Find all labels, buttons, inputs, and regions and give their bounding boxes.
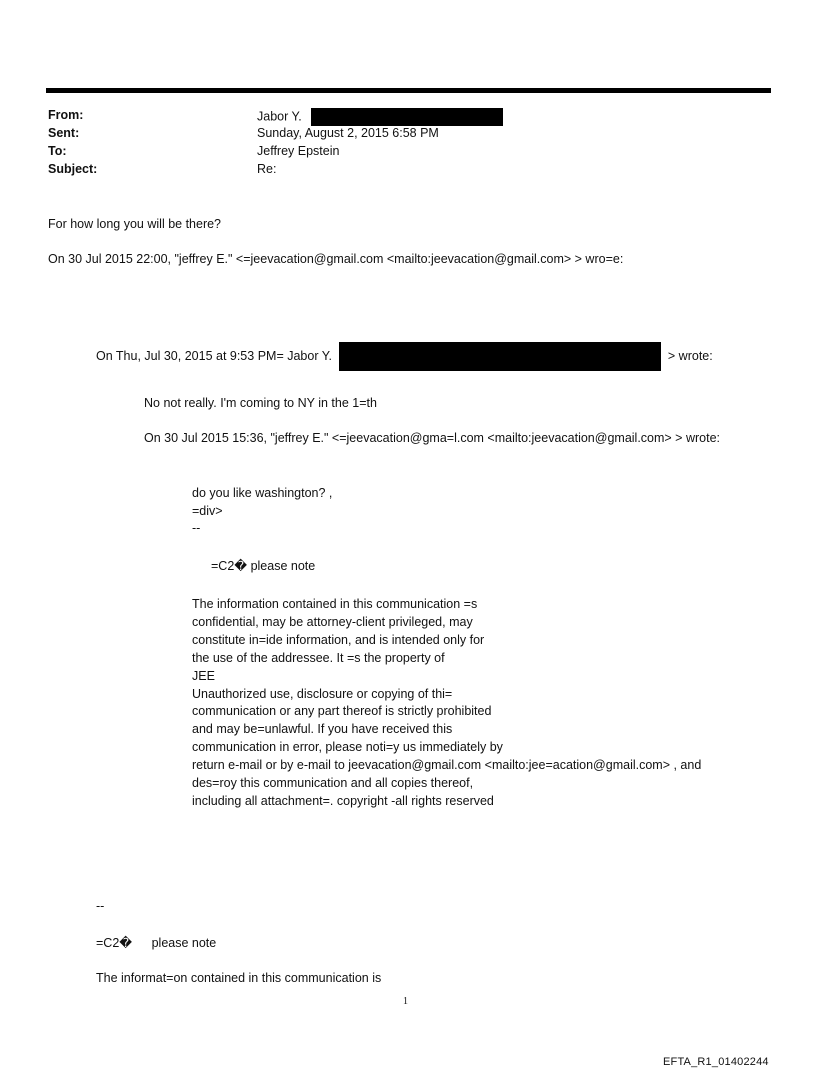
outer-note-text: please note — [151, 936, 217, 950]
quote-header-2-prefix: On Thu, Jul 30, 2015 at 9:53 PM= Jabor Y. — [96, 348, 332, 363]
disclaimer-line: return e-mail or by e-mail to jeevacation@gmail.com <mailto:jee=acation@gmail.com> , and — [192, 758, 702, 773]
subject-value: Re: — [257, 162, 277, 176]
disclaimer-block — [192, 596, 701, 811]
redaction-box — [311, 108, 503, 126]
redaction-box — [339, 342, 661, 371]
disclaimer-line: confidential, may be attorney-client privileged, may — [192, 614, 473, 629]
document-id: EFTA_R1_01402244 — [663, 1056, 769, 1068]
sent-label: Sent: — [48, 126, 80, 140]
outer-note-prefix: =C2� — [96, 936, 133, 950]
inner-line-2: =div> — [192, 504, 223, 518]
disclaimer-line: communication or any part thereof is strictly prohibited — [192, 704, 492, 719]
outer-note — [96, 935, 216, 950]
disclaimer-line: des=roy this communication and all copies thereof, — [192, 776, 474, 791]
inner-line-3: -- — [192, 521, 201, 535]
to-value: Jeffrey Epstein — [257, 144, 340, 158]
sent-value: Sunday, August 2, 2015 6:58 PM — [257, 126, 439, 140]
disclaimer-line: the use of the addressee. It =s the property of — [192, 650, 445, 665]
disclaimer-line: Unauthorized use, disclosure or copying of thi= — [192, 686, 453, 701]
from-name: Jabor Y. — [257, 109, 302, 124]
subject-label: Subject: — [48, 162, 98, 176]
from-label: From: — [48, 108, 84, 122]
quote-header-1: On 30 Jul 2015 22:00, "jeffrey E." <=jeevacation@gmail.com <mailto:jeevacation@gmail.com> > wro=e: — [48, 252, 624, 266]
inner-line-1: do you like washington? , — [192, 486, 333, 500]
quote-header-3: On 30 Jul 2015 15:36, "jeffrey E." <=jeevacation@gma=l.com <mailto:jeevacation@gmail.com> > wrote: — [144, 431, 720, 445]
reply-line-2: No not really. I'm coming to NY in the 1=th — [144, 396, 377, 410]
outer-dash: -- — [96, 899, 105, 913]
inner-note: =C2� please note — [211, 559, 316, 573]
disclaimer-line: constitute in=ide information, and is intended only for — [192, 632, 485, 647]
disclaimer-line: and may be=unlawful. If you have received this — [192, 722, 453, 737]
to-label: To: — [48, 144, 67, 158]
quote-header-2-suffix: > wrote: — [667, 348, 713, 363]
disclaimer-line: JEE — [192, 668, 215, 683]
header-rule — [46, 88, 771, 93]
disclaimer-line: The information contained in this communication =s — [192, 597, 478, 611]
page-number: 1 — [403, 996, 408, 1007]
quote-header-2 — [96, 342, 713, 371]
reply-line: For how long you will be there? — [48, 217, 222, 231]
from-value — [257, 108, 503, 126]
outer-info: The informat=on contained in this communication is — [96, 971, 382, 985]
disclaimer-line: including all attachment=. copyright -all rights reserved — [192, 793, 494, 808]
disclaimer-line: communication in error, please noti=y us immediately by — [192, 740, 503, 755]
